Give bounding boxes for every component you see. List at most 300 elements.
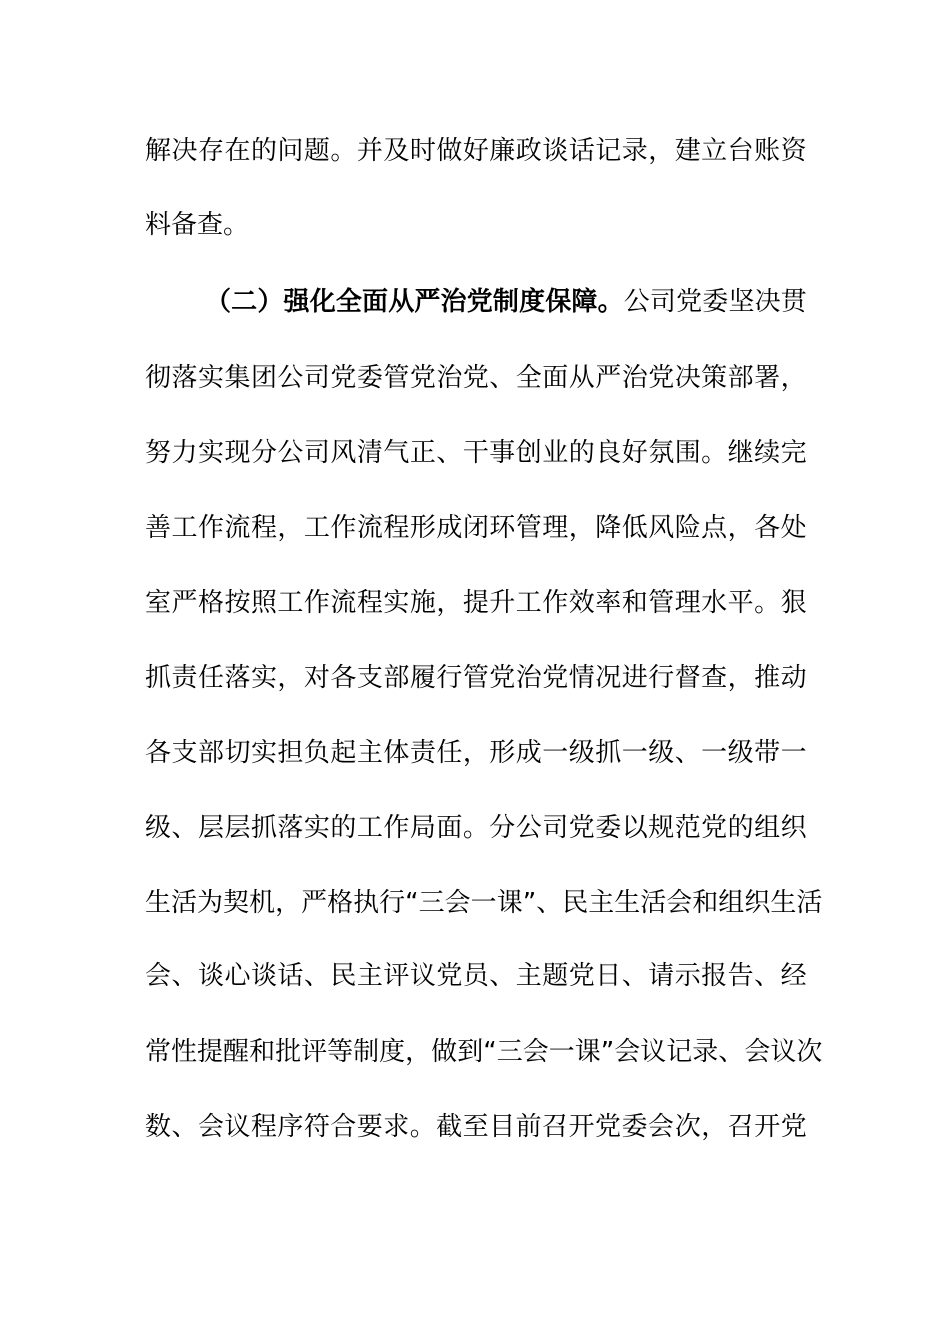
text-char: 课 [496,888,523,918]
text-char: 党 [489,663,516,693]
text-char: 。 [754,588,781,618]
text-char: 至 [462,1112,489,1142]
text-char: 抓 [250,813,277,843]
text-char: 记 [595,136,622,166]
text-char: 主 [356,961,383,991]
text-char: 生 [770,888,797,918]
text-char: 心 [224,961,251,991]
text-char: 作 [197,513,224,543]
text-char: ” [600,1037,615,1067]
text-char: 党 [780,1112,807,1142]
text-char: 工 [277,588,304,618]
text-char: ， [277,513,304,543]
text-char: 员 [462,961,489,991]
text-char: 党 [409,363,436,393]
text-char: 彻 [145,363,172,393]
text-char: 风 [330,438,357,468]
body-text-line [145,660,807,696]
text-char: 、 [303,961,330,991]
body-text-line [145,585,807,621]
text-char: 规 [648,813,675,843]
text-char: 委 [702,287,729,317]
text-char: 流 [224,513,251,543]
text-char: ， [462,738,489,768]
text-char: ） [257,287,284,317]
text-char: 录 [692,1037,719,1067]
body-text-line [145,958,807,994]
text-char: 前 [515,1112,542,1142]
text-char: 对 [303,663,330,693]
text-char: ， [727,513,754,543]
text-char: 会 [444,888,471,918]
text-char: 一 [548,1037,575,1067]
text-char: 制 [353,1037,380,1067]
text-char: 、 [674,738,701,768]
text-char: 低 [621,513,648,543]
text-char: 行 [648,663,675,693]
text-char: 工 [303,513,330,543]
text-char: 完 [780,438,807,468]
text-char: 一 [470,888,497,918]
text-char: 抓 [595,738,622,768]
text-char: 常 [145,1037,172,1067]
text-char: 从 [568,363,595,393]
text-char: 活 [796,888,823,918]
text-char: 请 [648,961,675,991]
text-char: 全 [515,363,542,393]
text-char: 平 [727,588,754,618]
text-char: 执 [353,888,380,918]
text-char: 抓 [145,663,172,693]
text-char: 照 [250,588,277,618]
text-char: 主 [356,738,383,768]
text-char: 的 [727,813,754,843]
text-char: 评 [301,1037,328,1067]
text-char: 作 [542,588,569,618]
text-char: 党 [330,363,357,393]
text-char: ， [275,888,302,918]
text-char: 负 [303,738,330,768]
text-char: 担 [277,738,304,768]
text-char: 贯 [780,287,807,317]
text-char: 党 [568,813,595,843]
text-char: 面 [542,363,569,393]
text-char: 推 [754,663,781,693]
text-char: 、 [171,961,198,991]
text-char: 度 [379,1037,406,1067]
text-char: 任 [197,663,224,693]
text-char: 活 [640,888,667,918]
text-char: 政 [515,136,542,166]
text-char: 分 [250,438,277,468]
text-char: 程 [250,513,277,543]
text-char: 、 [621,961,648,991]
text-char: 党 [466,287,493,317]
text-char: 动 [780,663,807,693]
text-char: 会 [744,1037,771,1067]
text-char: 部 [727,363,754,393]
text-char: 责 [409,738,436,768]
text-char: 、 [536,888,563,918]
body-text-line [145,810,807,846]
text-char: 创 [515,438,542,468]
text-char: 、 [436,438,463,468]
text-char: 实 [303,813,330,843]
text-char: （ [205,287,232,317]
text-char: 严 [595,363,622,393]
text-char: 责 [171,663,198,693]
text-char: 为 [197,888,224,918]
text-char: 管 [648,588,675,618]
text-char: 一 [621,738,648,768]
text-char: 施 [409,588,436,618]
text-char: 治 [436,363,463,393]
text-char: 资 [780,136,807,166]
text-char: 行 [379,888,406,918]
text-char: 继 [727,438,754,468]
text-char: 工 [356,813,383,843]
text-char: 批 [275,1037,302,1067]
text-char: 、 [489,961,516,991]
text-char: 治 [621,363,648,393]
text-char: 司 [303,438,330,468]
text-char: 任 [436,738,463,768]
text-char: 处 [780,513,807,543]
text-char: 化 [309,287,336,317]
text-char: 公 [515,813,542,843]
text-char: 级 [568,738,595,768]
text-char: 录 [621,136,648,166]
text-char: 业 [542,438,569,468]
text-char: ， [727,663,754,693]
section-heading-line [205,284,807,320]
text-char: 从 [388,287,415,317]
text-char: 氛 [648,438,675,468]
text-char: 严 [301,888,328,918]
text-char: 程 [356,588,383,618]
text-char: 次 [674,1112,701,1142]
text-char: 评 [383,961,410,991]
text-char: 的 [330,813,357,843]
text-char: 一 [542,738,569,768]
text-char: 话 [277,961,304,991]
text-char: 谈 [250,961,277,991]
text-char: 集 [224,363,251,393]
text-char: 数 [145,1112,172,1142]
text-char: 好 [621,438,648,468]
text-char: 部 [383,663,410,693]
text-char: 作 [303,588,330,618]
text-char: 狠 [780,588,807,618]
text-char: 问 [277,136,304,166]
text-char: 党 [542,663,569,693]
text-char: 示 [674,961,701,991]
text-char: 、 [718,1037,745,1067]
text-char: 善 [145,513,172,543]
body-text-line [145,1109,807,1145]
text-char: 作 [383,813,410,843]
text-char: 日 [595,961,622,991]
text-char: 醒 [223,1037,250,1067]
text-char: 层 [197,813,224,843]
text-char: ， [405,1037,432,1067]
text-char: 各 [754,513,781,543]
text-char: 和 [692,888,719,918]
text-char: 合 [330,1112,357,1142]
text-char: 和 [249,1037,276,1067]
text-char: 级 [727,738,754,768]
text-char: 课 [574,1037,601,1067]
text-char: 团 [250,363,277,393]
text-char: 实 [197,363,224,393]
text-char: 面 [362,287,389,317]
text-char: 工 [515,588,542,618]
text-char: 主 [588,888,615,918]
text-char: 议 [224,1112,251,1142]
text-char: 率 [595,588,622,618]
text-char: “ [405,888,419,918]
text-char: 范 [674,813,701,843]
text-char: 程 [383,513,410,543]
text-char: 组 [754,813,781,843]
text-char: 二 [231,287,258,317]
text-char: 司 [542,813,569,843]
text-char: 支 [356,663,383,693]
text-char: 性 [171,1037,198,1067]
text-char: 。 [330,136,357,166]
text-char: 风 [648,513,675,543]
text-char: ， [780,363,807,393]
text-char: 起 [330,738,357,768]
text-char: 党 [568,961,595,991]
text-char: 形 [409,513,436,543]
text-char: 序 [277,1112,304,1142]
text-char: 、 [171,813,198,843]
text-char: 进 [621,663,648,693]
text-char: 点 [701,513,728,543]
text-char: 事 [489,438,516,468]
text-char: 党 [594,1112,621,1142]
text-char: 实 [383,588,410,618]
text-char: 公 [623,287,650,317]
text-char: 议 [640,1037,667,1067]
text-char: 严 [414,287,441,317]
text-char: 契 [223,888,250,918]
text-char: 要 [356,1112,383,1142]
text-char: 会 [145,961,172,991]
text-char: 并 [356,136,383,166]
text-char: 坚 [728,287,755,317]
text-char: 委 [356,363,383,393]
text-char: 努 [145,438,172,468]
text-char: 委 [621,1112,648,1142]
text-char: 围 [674,438,701,468]
text-char: 险 [674,513,701,543]
text-char: 会 [647,1112,674,1142]
text-char: 决 [674,363,701,393]
text-char: 治 [440,287,467,317]
body-text-line [145,435,807,471]
text-char: 谈 [542,136,569,166]
text-char: 机 [249,888,276,918]
text-char: 切 [224,738,251,768]
text-char: 谈 [197,961,224,991]
text-char: 面 [436,813,463,843]
text-char: 题 [542,961,569,991]
text-char: 制 [492,287,519,317]
text-char: 解 [145,136,172,166]
text-char: 会 [666,888,693,918]
text-char: 议 [409,961,436,991]
text-char: 闭 [462,513,489,543]
text-char: 管 [515,513,542,543]
text-char: 决 [754,287,781,317]
text-char: 提 [197,1037,224,1067]
text-char: 管 [462,663,489,693]
text-char: 委 [595,813,622,843]
text-char: 开 [754,1112,781,1142]
text-char: 支 [171,738,198,768]
text-char: 话 [568,136,595,166]
text-char: 时 [409,136,436,166]
text-char: 及 [383,136,410,166]
text-char: 各 [145,738,172,768]
text-char: 带 [754,738,781,768]
text-char: 会 [614,1037,641,1067]
text-char: 党 [676,287,703,317]
text-char: 召 [542,1112,569,1142]
text-char: 各 [330,663,357,693]
body-text-line [145,133,807,169]
body-text-line [145,360,807,396]
text-char: 议 [770,1037,797,1067]
text-char: 告 [727,961,754,991]
text-char: 落 [277,813,304,843]
text-char: 理 [674,588,701,618]
text-char: 署 [754,363,781,393]
text-char: 开 [568,1112,595,1142]
text-char: 党 [462,363,489,393]
text-char: 清 [356,438,383,468]
text-char: 分 [489,813,516,843]
body-text-line: 料备查。 [145,210,250,240]
text-char: 情 [568,663,595,693]
text-char: 司 [649,287,676,317]
text-char: 正 [409,438,436,468]
text-char: 严 [171,588,198,618]
text-char: 水 [701,588,728,618]
text-char: 等 [327,1037,354,1067]
body-text-line [145,735,807,771]
text-char: 公 [277,438,304,468]
text-char: 建 [674,136,701,166]
text-char: 落 [224,663,251,693]
text-char: 形 [489,738,516,768]
text-char: 全 [335,287,362,317]
text-char: 主 [515,961,542,991]
text-char: 党 [436,961,463,991]
text-char: 度 [519,287,546,317]
text-char: 级 [145,813,172,843]
text-char: 次 [796,1037,823,1067]
text-char: 报 [701,961,728,991]
text-char: 降 [595,513,622,543]
text-char: 局 [409,813,436,843]
text-char: 织 [744,888,771,918]
text-char: 。 [462,813,489,843]
text-char: 障 [571,287,598,317]
text-char: 治 [515,663,542,693]
text-char: 在 [224,136,251,166]
body-text-line [145,1034,823,1070]
text-char: 党 [701,813,728,843]
text-char: 一 [701,738,728,768]
text-char: 以 [621,813,648,843]
text-char: 组 [718,888,745,918]
text-char: 格 [197,588,224,618]
text-char: 立 [701,136,728,166]
text-char: 级 [648,738,675,768]
text-char: 升 [489,588,516,618]
text-char: 成 [436,513,463,543]
text-char: 会 [522,1037,549,1067]
text-char: 的 [250,136,277,166]
text-char: 决 [171,136,198,166]
text-char: 一 [780,738,807,768]
text-char: 干 [462,438,489,468]
text-char: 民 [562,888,589,918]
text-char: 目 [489,1112,516,1142]
body-text-line [145,510,807,546]
text-char: 、 [489,363,516,393]
text-char: “ [483,1037,497,1067]
text-char: 力 [171,438,198,468]
text-char: 部 [197,738,224,768]
text-char: 作 [330,513,357,543]
text-char: 。 [701,438,728,468]
text-char: 符 [303,1112,330,1142]
text-char: 策 [701,363,728,393]
text-char: 存 [197,136,224,166]
text-char: 按 [224,588,251,618]
text-char: 程 [250,1112,277,1142]
text-char: 气 [383,438,410,468]
text-char: 流 [330,588,357,618]
text-char: 。 [409,1112,436,1142]
text-char: 账 [754,136,781,166]
text-char: ， [648,136,675,166]
text-char: 生 [145,888,172,918]
text-char: 求 [383,1112,410,1142]
text-char: 三 [418,888,445,918]
text-char: 流 [356,513,383,543]
text-char: 层 [224,813,251,843]
text-char: 强 [283,287,310,317]
text-char: 做 [431,1037,458,1067]
text-char: 现 [224,438,251,468]
text-char: 到 [457,1037,484,1067]
text-char: 续 [754,438,781,468]
text-char: 的 [568,438,595,468]
text-char: 环 [489,513,516,543]
text-char: 记 [666,1037,693,1067]
text-char: 司 [303,363,330,393]
text-char: 党 [648,363,675,393]
text-char: 况 [595,663,622,693]
text-char: 实 [250,663,277,693]
text-char: 、 [754,961,781,991]
text-char: 格 [327,888,354,918]
